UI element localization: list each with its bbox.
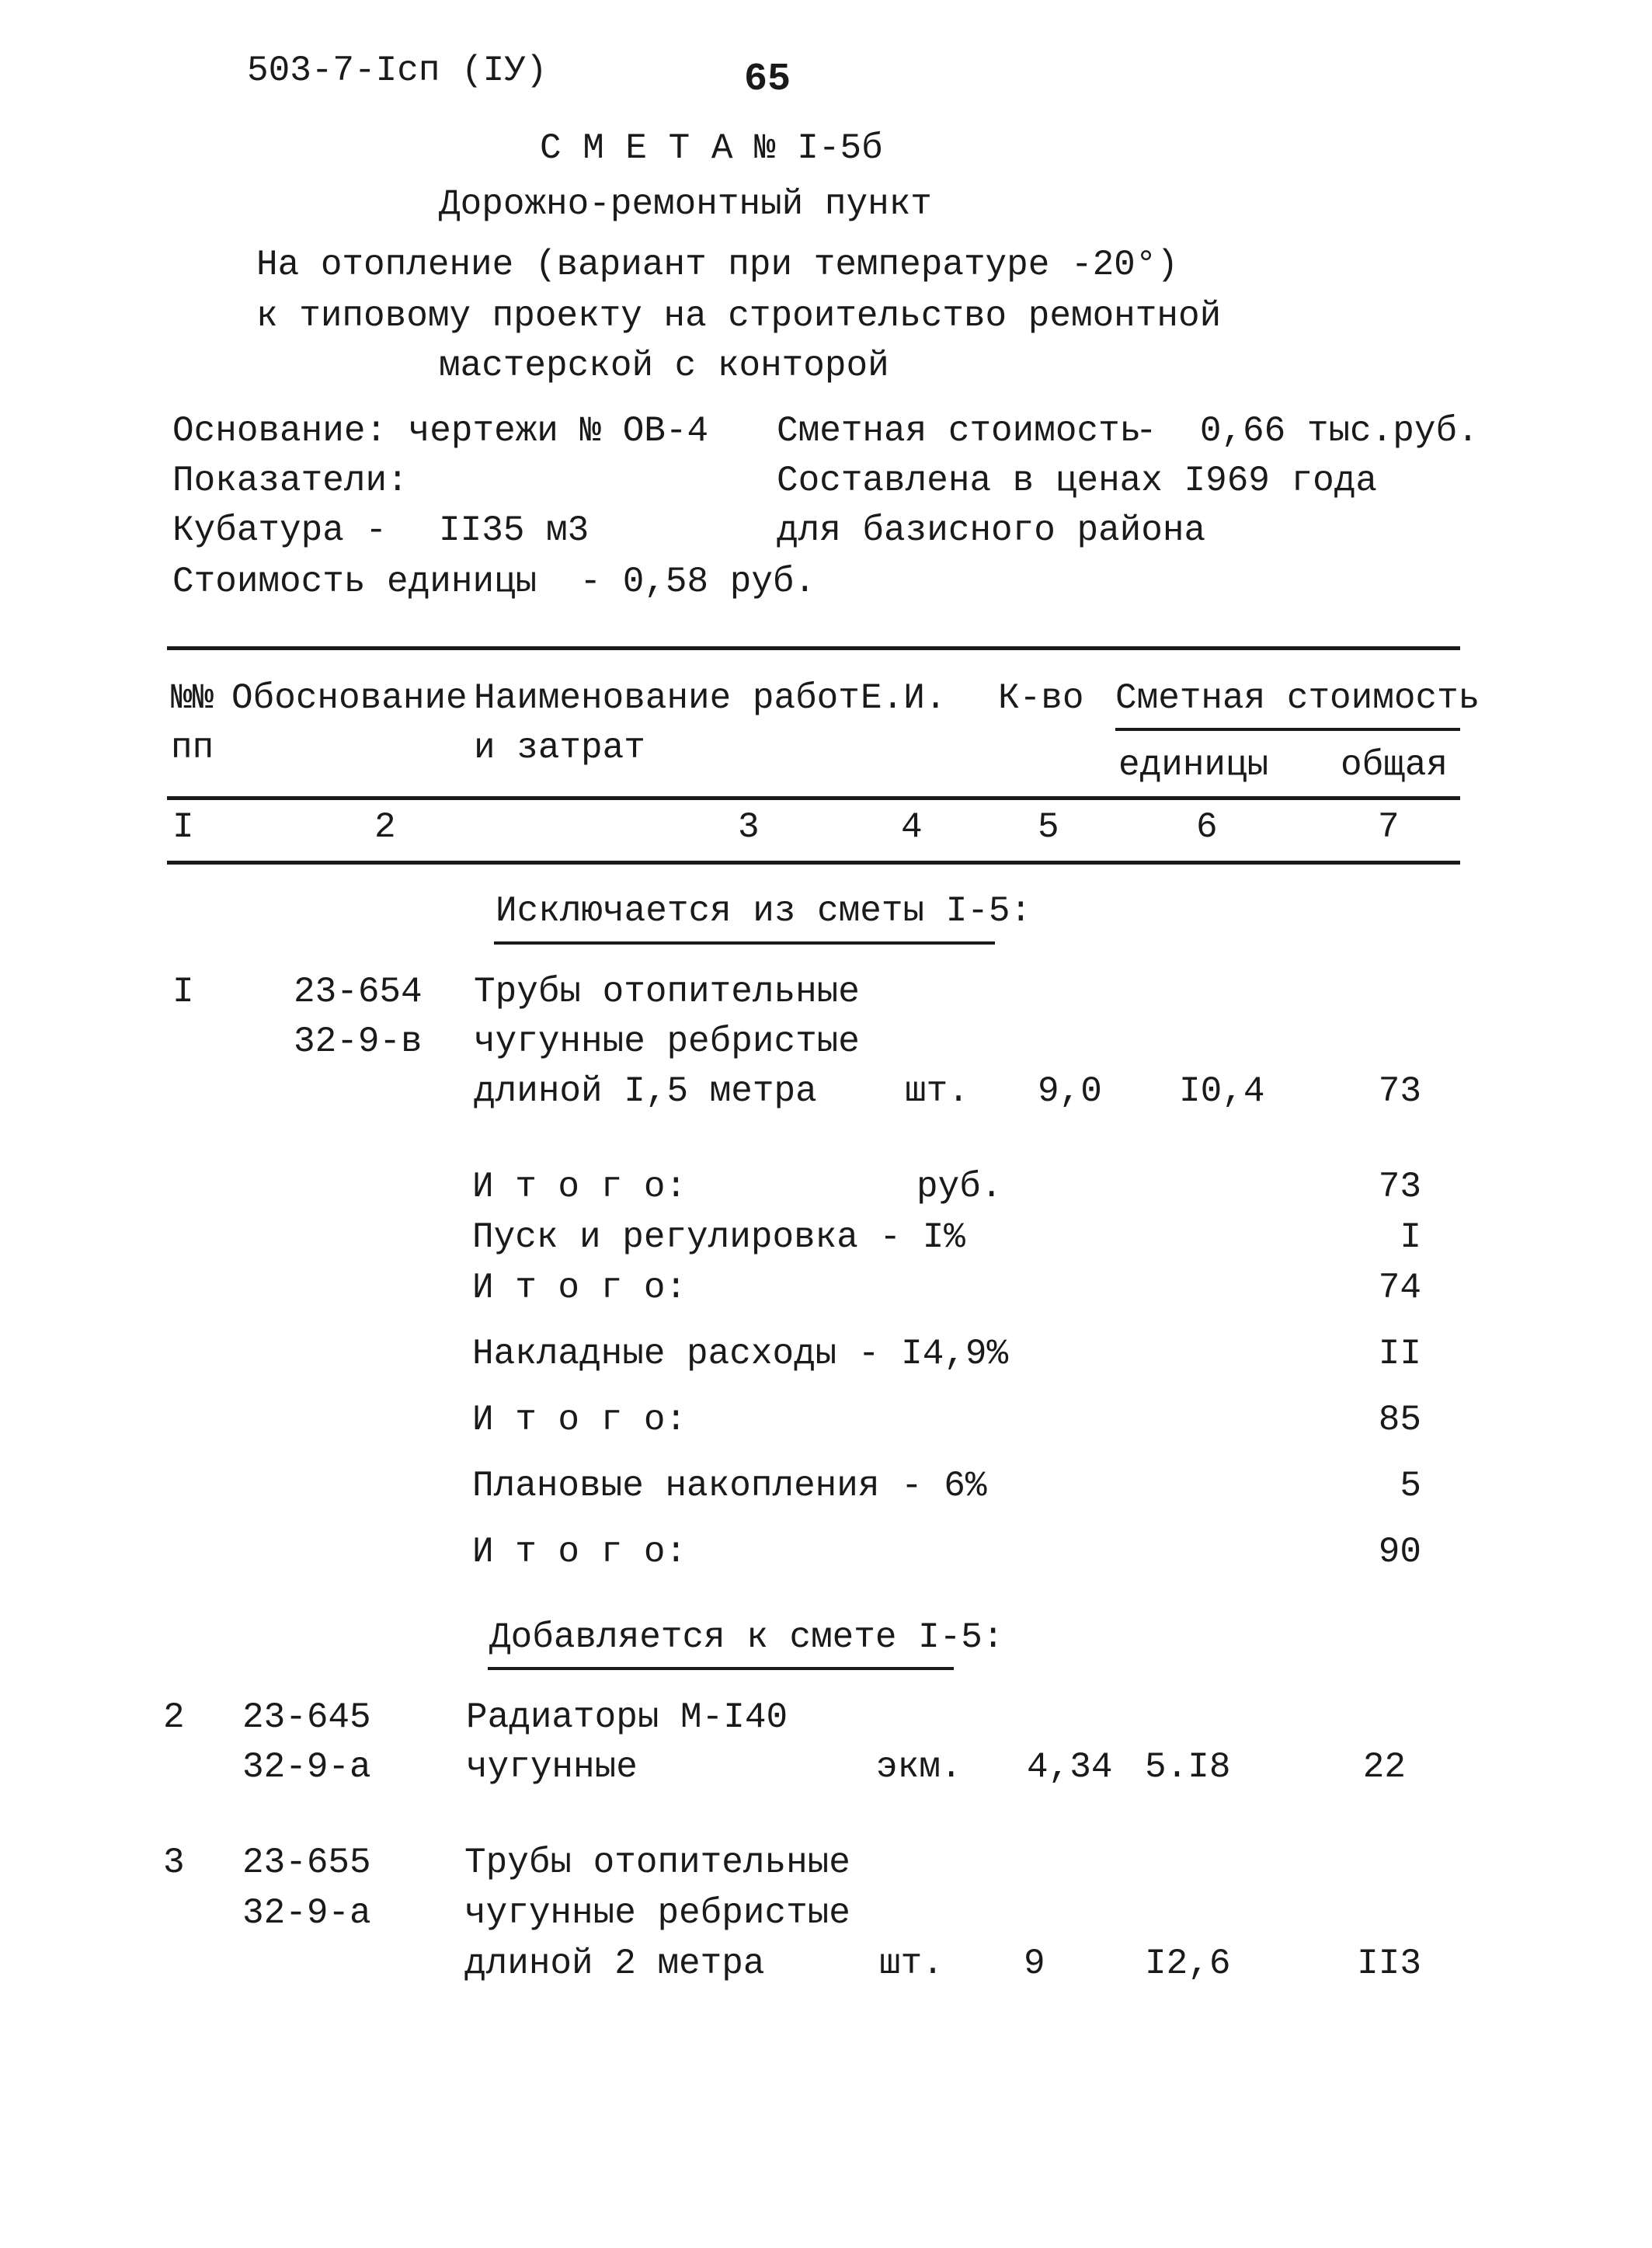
total-7-value: 90: [1378, 1532, 1421, 1572]
row1-basis-1: 23-654: [294, 972, 423, 1012]
total-2-label: Пуск и регулировка - I%: [472, 1217, 965, 1258]
row2-basis-2: 32-9-а: [242, 1747, 371, 1787]
document-code: 503-7-Icп (IУ): [247, 50, 548, 91]
total-3-value: 74: [1378, 1268, 1421, 1308]
total-5-label: И т о г о:: [472, 1400, 687, 1440]
row1-unit: шт.: [905, 1071, 969, 1112]
row3-unit: шт.: [879, 1944, 944, 1984]
estimate-title: С М Е Т А № I-5б: [540, 128, 883, 169]
prices-line-2: для базисного района: [777, 510, 1206, 551]
total-3-label: И т о г о:: [472, 1268, 687, 1308]
total-5-value: 85: [1378, 1400, 1421, 1440]
header-cost-rule: [1115, 728, 1460, 731]
indicators-label: Показатели:: [172, 461, 409, 501]
row3-name-3: длиной 2 метра: [464, 1944, 765, 1984]
table-top-rule: [167, 646, 1460, 650]
row3-name-1: Трубы отопительные: [464, 1843, 850, 1883]
total-6-value: 5: [1400, 1466, 1421, 1506]
total-2-value: I: [1400, 1217, 1421, 1258]
header-bottom-rule: [167, 861, 1460, 865]
volume-label: Кубатура -: [172, 510, 388, 551]
row1-name-3: длиной I,5 метра: [474, 1071, 817, 1112]
col-number-3: 3: [738, 807, 760, 847]
row2-num: 2: [163, 1697, 185, 1738]
total-1-label: И т о г о:: [472, 1167, 687, 1207]
row3-num: 3: [163, 1843, 185, 1883]
description-line-2: к типовому проекту на строительство ремонтной: [256, 296, 1222, 336]
row1-basis-2: 32-9-в: [294, 1021, 423, 1062]
section-excluded-underline: [494, 941, 995, 945]
row1-num: I: [172, 972, 194, 1012]
col-number-6: 6: [1196, 807, 1218, 847]
estimate-cost-label: Сметная стоимость: [777, 411, 1142, 451]
estimate-cost-value: - 0,66 тыс.руб.: [1136, 411, 1479, 451]
total-1-value: 73: [1378, 1167, 1421, 1207]
header-name: Наименование работ: [474, 678, 860, 719]
row2-qty: 4,34: [1027, 1747, 1113, 1787]
unit-cost: Стоимость единицы - 0,58 руб.: [172, 562, 816, 602]
header-num-2: пп: [171, 728, 214, 768]
volume-value: II35 м3: [439, 510, 590, 551]
row2-name-2: чугунные: [466, 1747, 638, 1787]
col-number-5: 5: [1038, 807, 1059, 847]
header-basis: Обоснование: [231, 678, 468, 719]
header-qty: К-во: [998, 678, 1084, 719]
total-7-label: И т о г о:: [472, 1532, 687, 1572]
row2-total: 22: [1362, 1747, 1406, 1787]
col-number-1: I: [172, 807, 194, 847]
total-4-value: II: [1378, 1334, 1421, 1374]
header-unit: Е.И.: [861, 678, 947, 719]
col-number-7: 7: [1378, 807, 1400, 847]
header-name-2: и затрат: [474, 728, 645, 768]
row3-qty: 9: [1024, 1944, 1045, 1984]
row1-total: 73: [1378, 1071, 1421, 1112]
row2-price: 5.I8: [1145, 1747, 1231, 1787]
prices-line-1: Составлена в ценах I969 года: [777, 461, 1377, 501]
header-num: №№: [171, 678, 214, 719]
row1-name-1: Трубы отопительные: [474, 972, 860, 1012]
row1-name-2: чугунные ребристые: [474, 1021, 860, 1062]
row2-basis-1: 23-645: [242, 1697, 371, 1738]
estimate-subtitle: Дорожно-ремонтный пункт: [439, 184, 932, 224]
header-mid-rule: [167, 796, 1460, 800]
total-1-unit: руб.: [916, 1167, 1003, 1207]
row1-price: I0,4: [1179, 1071, 1265, 1112]
row1-qty: 9,0: [1038, 1071, 1102, 1112]
description-line-1: На отопление (вариант при температуре -20°): [256, 245, 1178, 285]
section-added: Добавляется к смете I-5:: [489, 1617, 1004, 1658]
row3-name-2: чугунные ребристые: [464, 1893, 850, 1933]
page-number: 65: [744, 57, 791, 102]
header-cost-unit: единицы: [1118, 745, 1269, 785]
row3-price: I2,6: [1145, 1944, 1231, 1984]
row3-basis-1: 23-655: [242, 1843, 371, 1883]
basis-drawings: Основание: чертежи № ОВ-4: [172, 411, 709, 451]
row2-unit: экм.: [876, 1747, 962, 1787]
total-4-label: Накладные расходы - I4,9%: [472, 1334, 1009, 1374]
col-number-2: 2: [374, 807, 396, 847]
header-cost: Сметная стоимость: [1115, 678, 1480, 719]
section-excluded: Исключается из сметы I-5:: [496, 891, 1032, 931]
row3-total: II3: [1357, 1944, 1421, 1984]
row2-name-1: Радиаторы М-I40: [466, 1697, 788, 1738]
header-cost-total: общая: [1341, 745, 1449, 785]
section-added-underline: [488, 1667, 954, 1670]
row3-basis-2: 32-9-а: [242, 1893, 371, 1933]
description-line-3: мастерской с конторой: [439, 346, 889, 386]
col-number-4: 4: [901, 807, 923, 847]
total-6-label: Плановые накопления - 6%: [472, 1466, 987, 1506]
